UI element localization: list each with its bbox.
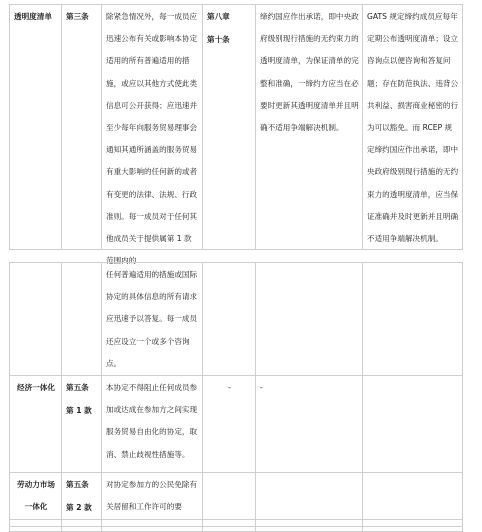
comparison-table-upper [9, 4, 463, 266]
topic-cell: 劳动力市场一体化 [17, 480, 55, 512]
rcep-article-cell: - [228, 383, 231, 393]
rcep-chapter: 第八章 [207, 12, 230, 21]
table-row [10, 263, 463, 376]
comparison-table-lower [9, 262, 463, 527]
rcep-article: 第十条 [207, 35, 230, 45]
table-row [10, 5, 463, 250]
gats-article: 第五条 [66, 383, 89, 393]
comparison-table-next [9, 519, 463, 532]
rcep-text-cell: 缔约国应作出承诺，即中央政府级别现行措施的无约束力的透明度清单，为保证清单的完整和准确，一缔约方应当在必要时更新其透明度清单并且明确不适用争端解决机制。 [260, 12, 359, 133]
gats-text-cell: 任何普遍适用的措施或国际协定的具体信息的所有请求应迅速予以答复。每一成员还应设立一个或多个咨询点。 [106, 270, 198, 368]
gats-text-cell: 本协定不得阻止任何成员参加或达成在参加方之间实现服务贸易自由化的协定，取消、禁止歧视性措施等。 [106, 383, 198, 459]
gats-text-cell: 除紧急情况外，每一成员应迅速公布有关或影响本协定适用的所有普遍适用的措施，或应以其他方式使此类信息可公开获得；应迅速并至少每年向服务贸易理事会通知其通所涵盖的服务贸易有重大影响的任何新的或者有变更的法律、法规、行政准则。每一成员对于任何其他成员关于提供属第 1 款范围内的 [106, 12, 198, 266]
gats-text-cell: 对协定参加方的公民免除有关居留和工作许可的要 [106, 480, 198, 512]
gats-paragraph: 第 2 款 [66, 503, 92, 513]
comparison-cell: GATS 规定缔约成员应每年定期公布透明度清单；设立咨询点以便咨询和答复问题；存在防范执法、违背公共利益、损害商业秘密的行为可以豁免。而 RCEP 规定缔约国应作出承诺，即中央政府级别现行措施的无约束力的透明度清单，应当保证准确并及时更新并且明确不适用争端解决机制。 [367, 12, 459, 244]
rcep-text-cell: - [260, 383, 263, 393]
table-row [10, 520, 463, 532]
gats-article: 第五条 [66, 480, 89, 490]
topic-cell: 透明度清单 [14, 12, 52, 21]
topic-cell: 经济一体化 [17, 383, 55, 393]
gats-paragraph: 第 1 款 [66, 406, 92, 416]
gats-article-cell: 第三条 [66, 12, 89, 21]
table-row [10, 376, 463, 473]
